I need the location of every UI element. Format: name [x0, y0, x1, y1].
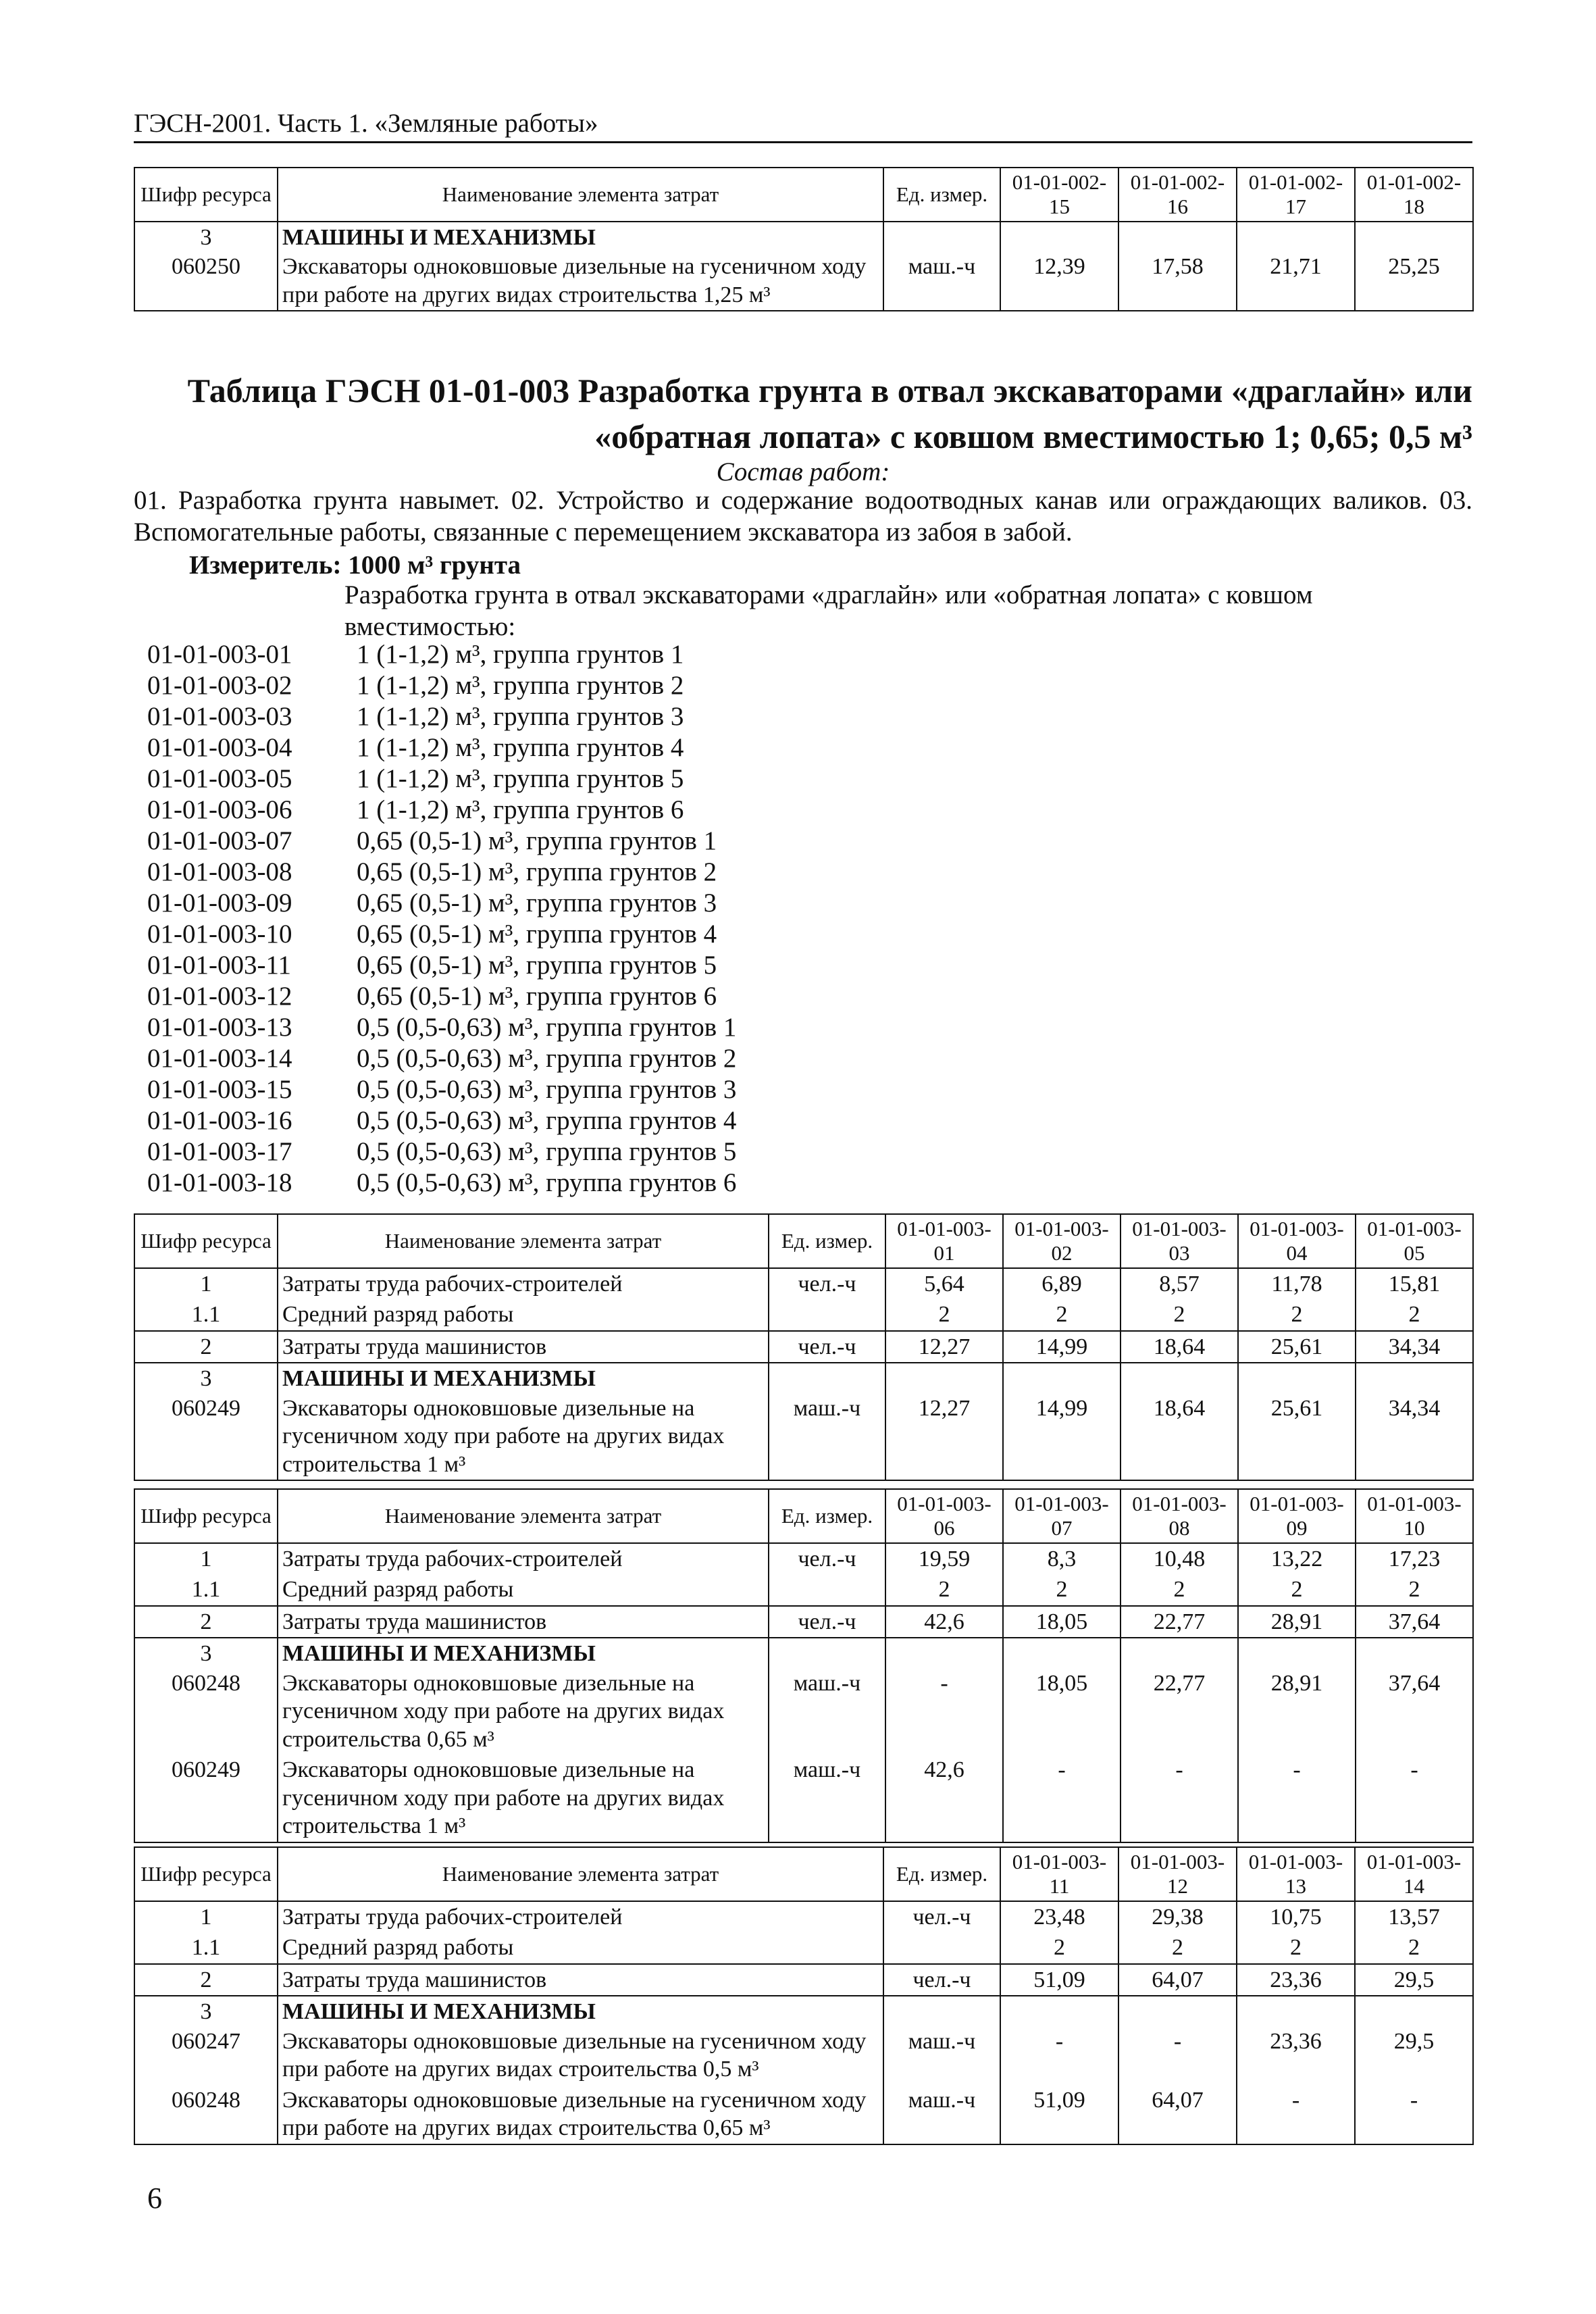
code-list-item — [147, 1074, 736, 1105]
cell-value: 2 — [1238, 1299, 1356, 1330]
cost-table-002 — [134, 167, 1474, 311]
cell-value: 25,61 — [1238, 1393, 1356, 1480]
cell-value — [1118, 1996, 1237, 2026]
cell-value: - — [1238, 1755, 1356, 1842]
table-row — [134, 1964, 1473, 1996]
cell-shifr: 3 — [134, 1363, 278, 1392]
cell-value: 2 — [1003, 1574, 1121, 1605]
code-list-item — [147, 950, 736, 981]
cell-value: 12,27 — [885, 1331, 1003, 1363]
cell-value: 12,27 — [885, 1393, 1003, 1480]
cell-value: 2 — [1118, 1932, 1237, 1963]
code-list-code: 01-01-003-10 — [147, 920, 292, 949]
code-list-item — [147, 732, 736, 763]
code-list-item — [147, 639, 736, 670]
code-list-text: 1 (1-1,2) м³, группа грунтов 3 — [357, 702, 684, 731]
col-header-shifr: Шифр ресурса — [134, 1847, 278, 1901]
section-measure: Измеритель: 1000 м³ грунта — [189, 551, 521, 580]
cell-value: 13,22 — [1238, 1543, 1356, 1574]
cell-value: 15,81 — [1356, 1268, 1473, 1299]
cell-unit — [883, 222, 1000, 251]
cell-unit — [769, 1574, 885, 1605]
code-list-item — [147, 701, 736, 732]
cell-unit — [769, 1638, 885, 1667]
section-intro: Разработка грунта в отвал экскаваторами «драглайн» или «обратная лопата» с ковшом вместимостью: — [344, 580, 1313, 641]
col-header-code: 01-01-002-17 — [1237, 168, 1355, 222]
code-list-item — [147, 981, 736, 1012]
col-header-unit: Ед. измер. — [769, 1489, 885, 1543]
cell-shifr: 060249 — [134, 1393, 278, 1480]
cell-value: 10,48 — [1121, 1543, 1238, 1574]
cell-value: - — [1003, 1755, 1121, 1842]
col-header-code: 01-01-003-03 — [1121, 1214, 1238, 1268]
cell-value — [1121, 1363, 1238, 1392]
cell-value: 13,57 — [1355, 1901, 1473, 1932]
section-subtitle: Состав работ: — [716, 457, 890, 486]
cell-value: 14,99 — [1003, 1331, 1121, 1363]
code-list-item — [147, 1043, 736, 1074]
cell-value — [885, 1363, 1003, 1392]
code-list-text: 0,65 (0,5-1) м³, группа грунтов 6 — [357, 982, 717, 1011]
cell-value: 29,5 — [1355, 1964, 1473, 1996]
code-list-text: 0,5 (0,5-0,63) м³, группа грунтов 6 — [357, 1168, 737, 1197]
table-row — [134, 1638, 1473, 1667]
cell-value: 2 — [1000, 1932, 1118, 1963]
cell-value: 21,71 — [1237, 251, 1355, 311]
code-list-code: 01-01-003-18 — [147, 1168, 292, 1197]
col-header-name: Наименование элемента затрат — [278, 168, 883, 222]
col-header-unit: Ед. измер. — [769, 1214, 885, 1268]
cell-shifr: 1 — [134, 1543, 278, 1574]
cell-value — [1238, 1638, 1356, 1667]
cell-value: 18,05 — [1003, 1668, 1121, 1755]
cell-unit: маш.-ч — [883, 2085, 1000, 2144]
col-header-code: 01-01-003-12 — [1118, 1847, 1237, 1901]
col-header-code: 01-01-003-14 — [1355, 1847, 1473, 1901]
col-header-shifr: Шифр ресурса — [134, 1489, 278, 1543]
cell-value: 23,36 — [1237, 2026, 1355, 2085]
cell-unit — [769, 1299, 885, 1330]
cell-value: 8,3 — [1003, 1543, 1121, 1574]
cell-value: 42,6 — [885, 1606, 1003, 1638]
cost-table-003-06 — [134, 1488, 1474, 1843]
col-header-unit: Ед. измер. — [883, 1847, 1000, 1901]
cell-shifr: 3 — [134, 1638, 278, 1667]
code-list-text: 0,5 (0,5-0,63) м³, группа грунтов 2 — [357, 1044, 737, 1073]
code-list-text: 0,65 (0,5-1) м³, группа грунтов 5 — [357, 951, 717, 980]
table-row — [134, 1996, 1473, 2026]
table-row — [134, 1932, 1473, 1963]
code-list-code: 01-01-003-03 — [147, 702, 292, 731]
cell-value — [885, 1638, 1003, 1667]
cell-name: Затраты труда рабочих-строителей — [278, 1543, 769, 1574]
cell-name: Затраты труда рабочих-строителей — [278, 1268, 769, 1299]
code-list-code: 01-01-003-14 — [147, 1044, 292, 1073]
cell-value: 2 — [1355, 1932, 1473, 1963]
cell-value — [1118, 222, 1237, 251]
cell-shifr: 060249 — [134, 1755, 278, 1842]
code-list-code: 01-01-003-09 — [147, 888, 292, 917]
code-list-text: 0,5 (0,5-0,63) м³, группа грунтов 4 — [357, 1106, 737, 1135]
cost-table-003-01 — [134, 1213, 1474, 1481]
cell-unit: чел.-ч — [883, 1964, 1000, 1996]
cell-shifr: 060250 — [134, 251, 278, 311]
col-header-code: 01-01-003-08 — [1121, 1489, 1238, 1543]
cell-value: 2 — [1356, 1299, 1473, 1330]
cell-value: 37,64 — [1356, 1668, 1473, 1755]
cell-name: МАШИНЫ И МЕХАНИЗМЫ — [278, 222, 883, 251]
cell-value: 34,34 — [1356, 1331, 1473, 1363]
col-header-code: 01-01-003-05 — [1356, 1214, 1473, 1268]
cell-name: Средний разряд работы — [278, 1932, 883, 1963]
code-list-item — [147, 1136, 736, 1167]
cell-value: 22,77 — [1121, 1668, 1238, 1755]
cell-unit: маш.-ч — [769, 1668, 885, 1755]
cell-value — [1238, 1363, 1356, 1392]
code-list-code: 01-01-003-05 — [147, 764, 292, 793]
cell-unit: чел.-ч — [883, 1901, 1000, 1932]
table-row — [134, 2085, 1473, 2144]
cell-value: 23,36 — [1237, 1964, 1355, 1996]
cell-value: 2 — [1238, 1574, 1356, 1605]
cell-value: 6,89 — [1003, 1268, 1121, 1299]
cell-value: - — [1237, 2085, 1355, 2144]
table-row — [134, 251, 1473, 311]
cell-value: 23,48 — [1000, 1901, 1118, 1932]
cell-value — [1356, 1638, 1473, 1667]
cell-value: 22,77 — [1121, 1606, 1238, 1638]
code-list-text: 0,5 (0,5-0,63) м³, группа грунтов 1 — [357, 1013, 737, 1042]
code-list-text: 1 (1-1,2) м³, группа грунтов 1 — [357, 640, 684, 669]
code-list-item — [147, 795, 736, 826]
cell-name: Экскаваторы одноковшовые дизельные на гусеничном ходу при работе на других видах строительства 0,65 м³ — [278, 2085, 883, 2144]
cell-value: 51,09 — [1000, 1964, 1118, 1996]
cell-unit: маш.-ч — [769, 1755, 885, 1842]
cell-value: 64,07 — [1118, 1964, 1237, 1996]
code-list-code: 01-01-003-06 — [147, 795, 292, 824]
table-row — [134, 1574, 1473, 1605]
section-description: 01. Разработка грунта навымет. 02. Устройство и содержание водоотводных канав или ограждающих валиков. 03. Вспомогательные работы, связанные с перемещением экскаватора из забоя в забой. — [134, 486, 1472, 547]
code-list-text: 0,5 (0,5-0,63) м³, группа грунтов 5 — [357, 1137, 737, 1166]
col-header-code: 01-01-003-09 — [1238, 1489, 1356, 1543]
code-list-item — [147, 1167, 736, 1199]
cell-value: 2 — [1237, 1932, 1355, 1963]
code-list-text: 1 (1-1,2) м³, группа грунтов 4 — [357, 733, 684, 762]
col-header-code: 01-01-003-11 — [1000, 1847, 1118, 1901]
cell-value: 28,91 — [1238, 1668, 1356, 1755]
cell-value: 34,34 — [1356, 1393, 1473, 1480]
cost-table-003-11 — [134, 1846, 1474, 2145]
cell-shifr: 1.1 — [134, 1932, 278, 1963]
cell-value — [1121, 1638, 1238, 1667]
table-row — [134, 1606, 1473, 1638]
cell-value — [1356, 1363, 1473, 1392]
section-title: Таблица ГЭСН 01-01-003 Разработка грунта в отвал экскаваторами «драглайн» или «обратная лопата» с ковшом вместимостью 1; 0,65; 0,5 м³ — [187, 372, 1472, 455]
cell-shifr: 1 — [134, 1268, 278, 1299]
code-list-code: 01-01-003-04 — [147, 733, 292, 762]
code-list-item — [147, 919, 736, 950]
cell-unit — [883, 1932, 1000, 1963]
cell-value — [1000, 1996, 1118, 2026]
code-list-code: 01-01-003-12 — [147, 982, 292, 1011]
cell-value: 2 — [1356, 1574, 1473, 1605]
cell-name: Экскаваторы одноковшовые дизельные на гусеничном ходу при работе на других видах строительства 0,5 м³ — [278, 2026, 883, 2085]
col-header-code: 01-01-003-07 — [1003, 1489, 1121, 1543]
cell-value: 2 — [1003, 1299, 1121, 1330]
cell-shifr: 060248 — [134, 2085, 278, 2144]
code-list-item — [147, 1105, 736, 1136]
col-header-shifr: Шифр ресурса — [134, 168, 278, 222]
cell-value: - — [885, 1668, 1003, 1755]
cell-value — [1003, 1638, 1121, 1667]
col-header-code: 01-01-003-04 — [1238, 1214, 1356, 1268]
cell-name: МАШИНЫ И МЕХАНИЗМЫ — [278, 1363, 769, 1392]
code-list-code: 01-01-003-17 — [147, 1137, 292, 1166]
cell-name: Затраты труда машинистов — [278, 1606, 769, 1638]
cell-value: 25,25 — [1355, 251, 1473, 311]
code-list-code: 01-01-003-02 — [147, 671, 292, 700]
cell-value: 18,64 — [1121, 1393, 1238, 1480]
code-list-code: 01-01-003-07 — [147, 826, 292, 855]
code-list-item — [147, 888, 736, 919]
col-header-code: 01-01-002-15 — [1000, 168, 1118, 222]
code-list-text: 0,65 (0,5-1) м³, группа грунтов 1 — [357, 826, 717, 855]
cell-value: 29,5 — [1355, 2026, 1473, 2085]
cell-name: Затраты труда машинистов — [278, 1964, 883, 1996]
cell-shifr: 3 — [134, 1996, 278, 2026]
cell-unit: чел.-ч — [769, 1331, 885, 1363]
code-list-item — [147, 763, 736, 795]
cell-value: 2 — [1121, 1299, 1238, 1330]
cell-value — [1237, 1996, 1355, 2026]
cell-value — [1000, 222, 1118, 251]
col-header-code: 01-01-002-16 — [1118, 168, 1237, 222]
table-row — [134, 1299, 1473, 1330]
cell-unit — [769, 1363, 885, 1392]
table-row — [134, 1331, 1473, 1363]
cell-unit: маш.-ч — [883, 251, 1000, 311]
code-list-text: 0,65 (0,5-1) м³, группа грунтов 2 — [357, 857, 717, 886]
cell-value: 17,23 — [1356, 1543, 1473, 1574]
cell-value: 10,75 — [1237, 1901, 1355, 1932]
page-number: 6 — [147, 2182, 162, 2215]
code-list-text: 0,65 (0,5-1) м³, группа грунтов 3 — [357, 888, 717, 917]
cell-name: Экскаваторы одноковшовые дизельные на гусеничном ходу при работе на других видах строительства 1 м³ — [278, 1755, 769, 1842]
code-list-text: 0,65 (0,5-1) м³, группа грунтов 4 — [357, 920, 717, 949]
code-list-code: 01-01-003-11 — [147, 951, 292, 980]
cell-value: 28,91 — [1238, 1606, 1356, 1638]
cell-shifr: 2 — [134, 1331, 278, 1363]
table-row — [134, 1755, 1473, 1842]
cell-value: 8,57 — [1121, 1268, 1238, 1299]
cell-value: 18,05 — [1003, 1606, 1121, 1638]
cell-name: Затраты труда машинистов — [278, 1331, 769, 1363]
cell-value — [1355, 222, 1473, 251]
cell-shifr: 3 — [134, 222, 278, 251]
col-header-code: 01-01-003-06 — [885, 1489, 1003, 1543]
cell-value: - — [1118, 2026, 1237, 2085]
cell-name: Затраты труда рабочих-строителей — [278, 1901, 883, 1932]
cell-value: 2 — [1121, 1574, 1238, 1605]
cell-value — [1003, 1363, 1121, 1392]
code-list-text: 1 (1-1,2) м³, группа грунтов 2 — [357, 671, 684, 700]
cell-name: МАШИНЫ И МЕХАНИЗМЫ — [278, 1638, 769, 1667]
cell-value: 19,59 — [885, 1543, 1003, 1574]
code-list-text: 1 (1-1,2) м³, группа грунтов 6 — [357, 795, 684, 824]
cell-value: 37,64 — [1356, 1606, 1473, 1638]
cell-name: Средний разряд работы — [278, 1574, 769, 1605]
table-row — [134, 1363, 1473, 1392]
code-list-item — [147, 826, 736, 857]
cell-name: Средний разряд работы — [278, 1299, 769, 1330]
cell-value: 2 — [885, 1574, 1003, 1605]
cell-shifr: 1 — [134, 1901, 278, 1932]
table-row — [134, 1668, 1473, 1755]
cell-unit: чел.-ч — [769, 1543, 885, 1574]
col-header-code: 01-01-003-10 — [1356, 1489, 1473, 1543]
cell-value: 5,64 — [885, 1268, 1003, 1299]
cell-value: 18,64 — [1121, 1331, 1238, 1363]
code-list-item — [147, 1012, 736, 1043]
code-list-code: 01-01-003-16 — [147, 1106, 292, 1135]
cell-value: - — [1121, 1755, 1238, 1842]
cell-unit: чел.-ч — [769, 1268, 885, 1299]
table-row — [134, 1901, 1473, 1932]
cell-value: 14,99 — [1003, 1393, 1121, 1480]
col-header-code: 01-01-002-18 — [1355, 168, 1473, 222]
cell-value: - — [1356, 1755, 1473, 1842]
cell-unit: маш.-ч — [769, 1393, 885, 1480]
code-list-code: 01-01-003-13 — [147, 1013, 292, 1042]
cell-value: 11,78 — [1238, 1268, 1356, 1299]
table-row — [134, 1268, 1473, 1299]
cell-value: 42,6 — [885, 1755, 1003, 1842]
cell-value: 2 — [885, 1299, 1003, 1330]
cell-name: Экскаваторы одноковшовые дизельные на гусеничном ходу при работе на других видах строительства 0,65 м³ — [278, 1668, 769, 1755]
col-header-name: Наименование элемента затрат — [278, 1847, 883, 1901]
code-list-item — [147, 857, 736, 888]
cell-value: 64,07 — [1118, 2085, 1237, 2144]
col-header-code: 01-01-003-13 — [1237, 1847, 1355, 1901]
table-row — [134, 1393, 1473, 1480]
code-list-text: 1 (1-1,2) м³, группа грунтов 5 — [357, 764, 684, 793]
code-list-text: 0,5 (0,5-0,63) м³, группа грунтов 3 — [357, 1075, 737, 1104]
code-list — [147, 639, 736, 1199]
cell-value: 12,39 — [1000, 251, 1118, 311]
cell-shifr: 1.1 — [134, 1574, 278, 1605]
cell-unit — [883, 1996, 1000, 2026]
cell-value: 25,61 — [1238, 1331, 1356, 1363]
cell-shifr: 2 — [134, 1964, 278, 1996]
cell-value: - — [1000, 2026, 1118, 2085]
cell-shifr: 060248 — [134, 1668, 278, 1755]
cell-shifr: 2 — [134, 1606, 278, 1638]
cell-name: Экскаваторы одноковшовые дизельные на гусеничном ходу при работе на других видах строительства 1,25 м³ — [278, 251, 883, 311]
col-header-unit: Ед. измер. — [883, 168, 1000, 222]
code-list-code: 01-01-003-08 — [147, 857, 292, 886]
cell-value — [1237, 222, 1355, 251]
code-list-code: 01-01-003-15 — [147, 1075, 292, 1104]
code-list-code: 01-01-003-01 — [147, 640, 292, 669]
table-row — [134, 1543, 1473, 1574]
col-header-code: 01-01-003-01 — [885, 1214, 1003, 1268]
col-header-code: 01-01-003-02 — [1003, 1214, 1121, 1268]
cell-shifr: 060247 — [134, 2026, 278, 2085]
col-header-shifr: Шифр ресурса — [134, 1214, 278, 1268]
cell-value: 29,38 — [1118, 1901, 1237, 1932]
cell-value — [1355, 1996, 1473, 2026]
table-row — [134, 2026, 1473, 2085]
table-row — [134, 222, 1473, 251]
cell-shifr: 1.1 — [134, 1299, 278, 1330]
cell-name: Экскаваторы одноковшовые дизельные на гусеничном ходу при работе на других видах строительства 1 м³ — [278, 1393, 769, 1480]
col-header-name: Наименование элемента затрат — [278, 1489, 769, 1543]
page-header: ГЭСН-2001. Часть 1. «Земляные работы» — [134, 108, 1472, 143]
cell-name: МАШИНЫ И МЕХАНИЗМЫ — [278, 1996, 883, 2026]
cell-unit: чел.-ч — [769, 1606, 885, 1638]
cell-value: - — [1355, 2085, 1473, 2144]
col-header-name: Наименование элемента затрат — [278, 1214, 769, 1268]
cell-value: 51,09 — [1000, 2085, 1118, 2144]
cell-unit: маш.-ч — [883, 2026, 1000, 2085]
code-list-item — [147, 670, 736, 701]
cell-value: 17,58 — [1118, 251, 1237, 311]
